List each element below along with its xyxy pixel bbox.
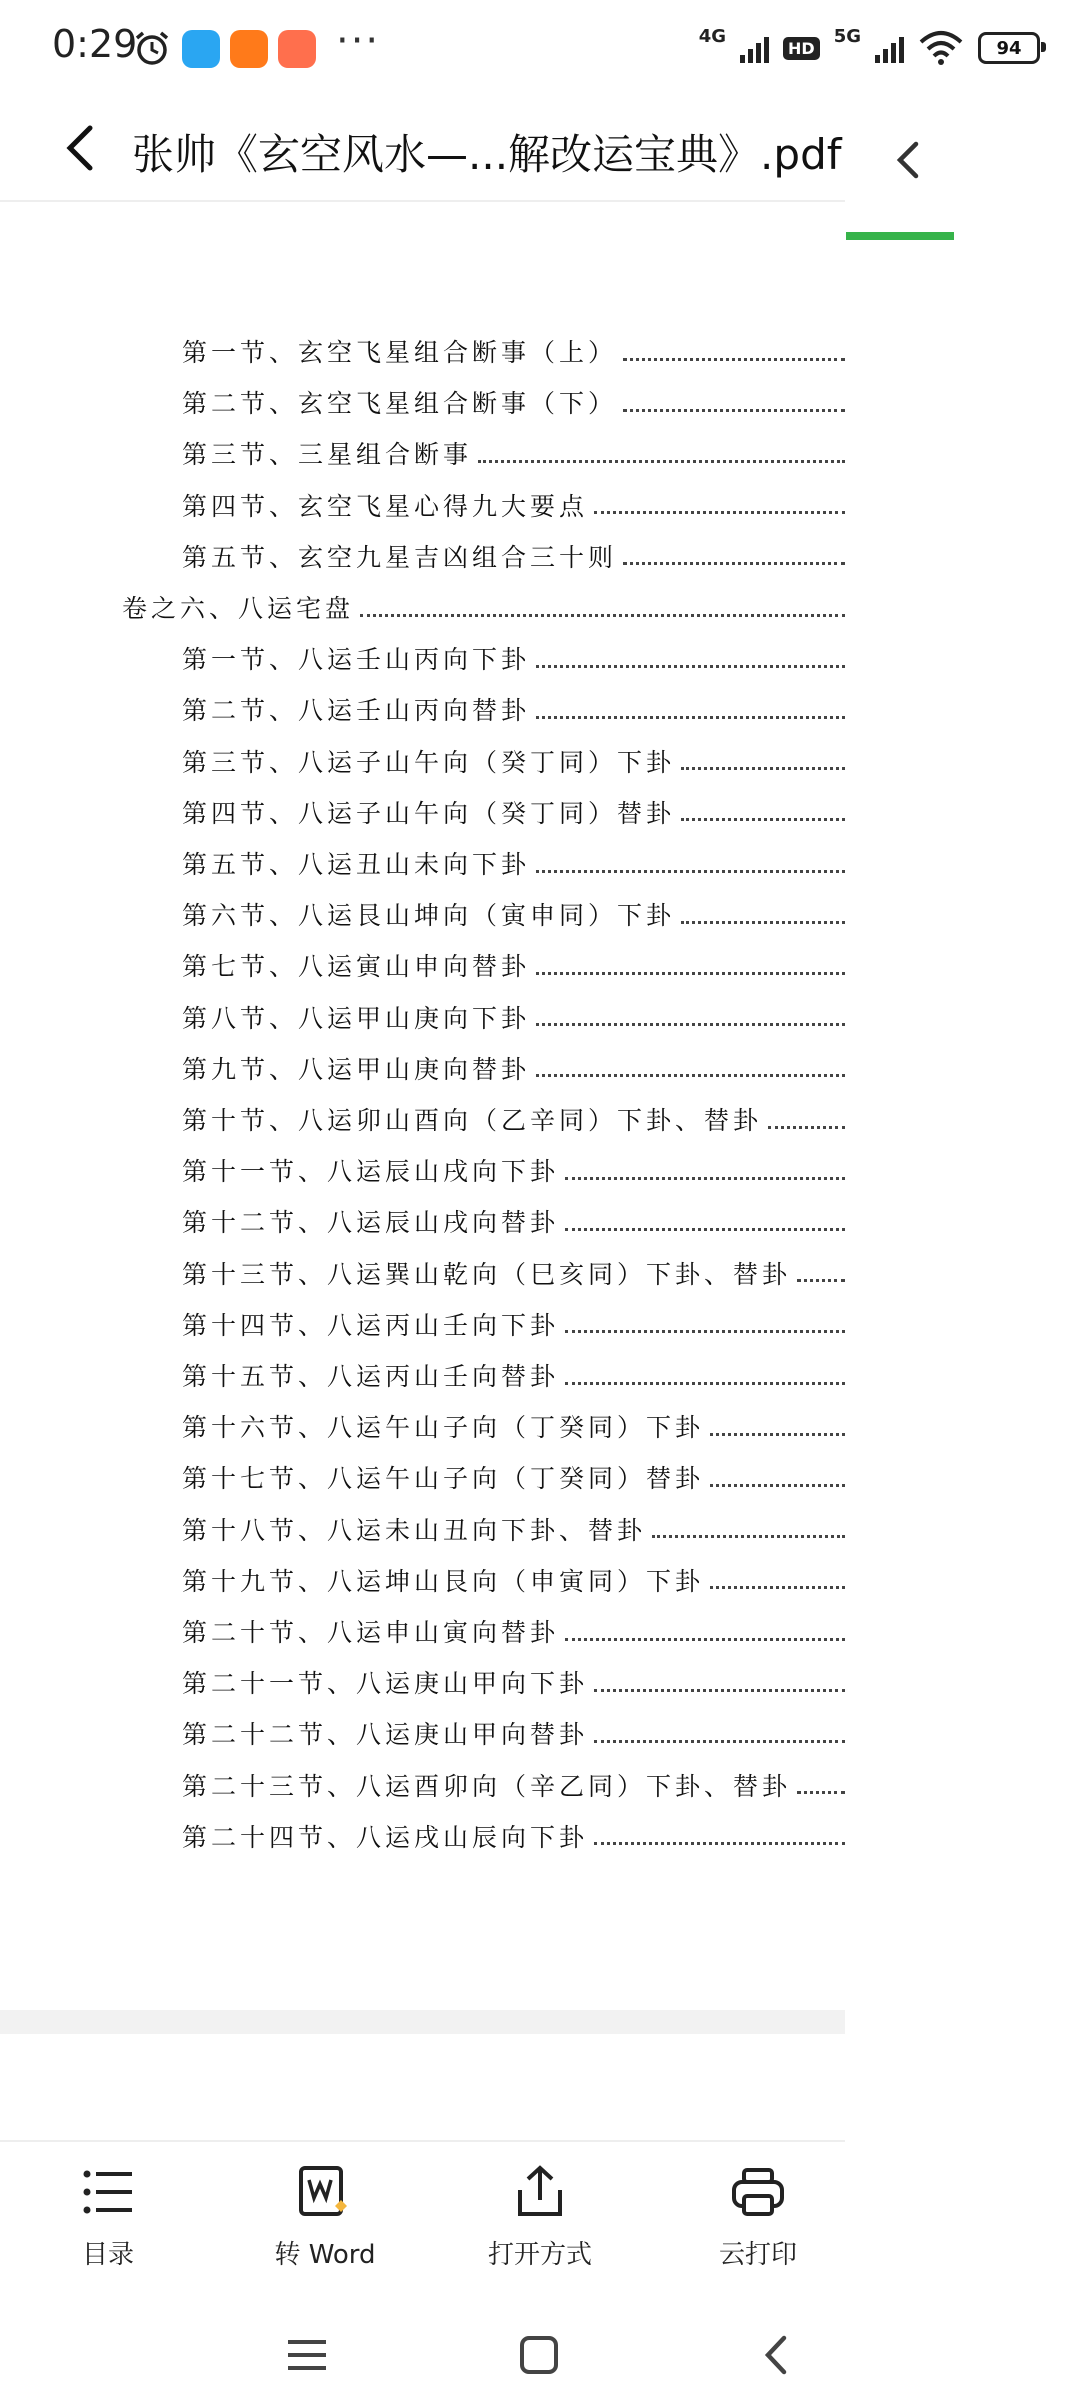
toc-dot-leader bbox=[536, 870, 845, 873]
more-notifications-icon: ··· bbox=[336, 18, 381, 64]
toc-entry-label: 第十九节、八运坤山艮向（申寅同）下卦 bbox=[182, 1566, 705, 1596]
toc-entry[interactable] bbox=[182, 1195, 845, 1247]
toc-entry-label: 第六节、八运艮山坤向（寅申同）下卦 bbox=[182, 901, 676, 931]
signal-icon-2 bbox=[875, 33, 904, 63]
toc-entry[interactable] bbox=[182, 1554, 845, 1606]
toc-entry-label: 第九节、八运甲山庚向替卦 bbox=[182, 1054, 531, 1084]
toc-entry-label: 第十六节、八运午山子向（丁癸同）下卦 bbox=[182, 1413, 705, 1443]
toc-entry-label: 第二十节、八运申山寅向替卦 bbox=[182, 1618, 560, 1647]
toc-dot-leader bbox=[710, 1433, 845, 1436]
toc-entry[interactable] bbox=[182, 1759, 845, 1811]
toc-entry[interactable] bbox=[182, 1144, 845, 1196]
toc-dot-leader bbox=[536, 1074, 845, 1077]
mi-store-icon bbox=[230, 30, 268, 68]
shopping-bag-icon bbox=[278, 30, 316, 68]
toc-entry[interactable] bbox=[182, 683, 845, 735]
toc-dot-leader bbox=[565, 1177, 845, 1180]
app-notification-icon bbox=[182, 30, 220, 68]
toc-entry-label: 第十七节、八运午山子向（丁癸同）替卦 bbox=[182, 1464, 705, 1494]
toc-dot-leader bbox=[594, 1689, 845, 1692]
toc-dot-leader bbox=[797, 1791, 845, 1794]
toc-entry[interactable] bbox=[182, 325, 845, 377]
word-doc-icon bbox=[295, 2162, 355, 2222]
toc-dot-leader bbox=[536, 972, 845, 975]
toc-dot-leader bbox=[768, 1126, 845, 1129]
status-time: 0:29 bbox=[52, 22, 138, 66]
network-type-5g: 5G bbox=[833, 25, 861, 47]
status-bar bbox=[0, 0, 1080, 100]
toc-entry-label: 第八节、八运甲山庚向下卦 bbox=[182, 1003, 531, 1033]
toc-entry[interactable] bbox=[182, 376, 845, 428]
toc-entry-label: 第四节、玄空飞星心得九大要点 bbox=[182, 491, 589, 521]
toc-dot-leader bbox=[565, 1228, 845, 1231]
toc-dot-leader bbox=[536, 1023, 845, 1026]
convert-word-label: 转 Word bbox=[274, 2240, 376, 2270]
toc-dot-leader bbox=[652, 1535, 845, 1538]
toc-entry[interactable] bbox=[182, 888, 845, 940]
toc-dot-leader bbox=[710, 1484, 845, 1487]
toc-entry[interactable] bbox=[182, 1656, 845, 1708]
toc-dot-leader bbox=[478, 460, 845, 463]
toc-entry-label: 第二十一节、八运庚山甲向下卦 bbox=[182, 1669, 589, 1699]
toc-entry-label: 第五节、玄空九星吉凶组合三十则 bbox=[182, 542, 618, 572]
toc-entry-label: 第三节、三星组合断事 bbox=[182, 440, 473, 470]
toc-dot-leader bbox=[594, 511, 845, 514]
title-bar bbox=[0, 100, 845, 202]
toc-dot-leader bbox=[594, 1740, 845, 1743]
toc-entry[interactable] bbox=[182, 1093, 845, 1145]
toc-entry-label: 第十三节、八运巽山乾向（巳亥同）下卦、替卦 bbox=[182, 1259, 792, 1289]
toc-dot-leader bbox=[623, 358, 845, 361]
toc-entry-label: 第一节、八运壬山丙向下卦 bbox=[182, 645, 531, 675]
toc-entry[interactable] bbox=[182, 1400, 845, 1452]
toc-entry[interactable] bbox=[182, 939, 845, 991]
toc-entry[interactable] bbox=[122, 581, 845, 633]
toc-entry[interactable] bbox=[182, 786, 845, 838]
toc-entry-label: 第二节、玄空飞星组合断事（下） bbox=[182, 389, 618, 419]
open-with-button[interactable] bbox=[470, 2162, 610, 2271]
toc-entry-label: 第三节、八运子山午向（癸丁同）下卦 bbox=[182, 747, 676, 777]
back-arrow-icon[interactable] bbox=[52, 118, 112, 178]
document-title: 张帅《玄空风水—...解改运宝典》.pdf bbox=[132, 130, 842, 179]
toc-entry[interactable] bbox=[182, 1298, 845, 1350]
toc-entry[interactable] bbox=[182, 1247, 845, 1299]
toc-entry-label: 第十节、八运卯山酉向（乙辛同）下卦、替卦 bbox=[182, 1106, 763, 1135]
convert-word-button[interactable] bbox=[255, 2162, 395, 2271]
toc-entry-label: 第二十二节、八运庚山甲向替卦 bbox=[182, 1720, 589, 1750]
toc-entry[interactable] bbox=[182, 1810, 845, 1862]
toc-entry-label: 第十二节、八运辰山戌向替卦 bbox=[182, 1208, 560, 1238]
toc-entry[interactable] bbox=[182, 427, 845, 479]
toc-entry[interactable] bbox=[182, 1042, 845, 1094]
cloud-print-button[interactable] bbox=[688, 2162, 828, 2271]
toc-dot-leader bbox=[565, 1382, 845, 1385]
toc-entry-label: 第十四节、八运丙山壬向下卦 bbox=[182, 1310, 560, 1340]
toc-dot-leader bbox=[681, 767, 845, 770]
back-nav-icon[interactable] bbox=[752, 2330, 802, 2380]
toc-entry-label: 第一节、玄空飞星组合断事（上） bbox=[182, 338, 618, 367]
toc-entry[interactable] bbox=[182, 530, 845, 582]
toc-label: 目录 bbox=[81, 2240, 134, 2270]
toc-entry-label: 卷之六、八运宅盘 bbox=[122, 594, 355, 623]
menu-nav-icon[interactable] bbox=[282, 2330, 332, 2380]
open-with-label: 打开方式 bbox=[487, 2240, 592, 2270]
toc-entry[interactable] bbox=[182, 1707, 845, 1759]
toc-entry-label: 第二节、八运壬山丙向替卦 bbox=[182, 696, 531, 726]
hd-icon: HD bbox=[783, 37, 820, 60]
toc-entry[interactable] bbox=[182, 632, 845, 684]
toc-entry-label: 第十五节、八运丙山壬向替卦 bbox=[182, 1362, 560, 1391]
toc-entry[interactable] bbox=[182, 1605, 845, 1657]
toc-dot-leader bbox=[681, 921, 845, 924]
toc-entry[interactable] bbox=[182, 735, 845, 787]
network-type-4g: 4G bbox=[698, 25, 727, 47]
toc-entry-label: 第四节、八运子山午向（癸丁同）替卦 bbox=[182, 798, 676, 828]
toc-entry-label: 第七节、八运寅山申向替卦 bbox=[182, 952, 531, 982]
toc-dot-leader bbox=[623, 409, 845, 412]
toc-button[interactable] bbox=[38, 2162, 178, 2271]
toc-entry[interactable] bbox=[182, 479, 845, 531]
toc-dot-leader bbox=[360, 614, 845, 617]
home-nav-icon[interactable] bbox=[514, 2330, 564, 2380]
cloud-print-label: 云打印 bbox=[718, 2240, 797, 2270]
toc-entry-label: 第十八节、八运未山丑向下卦、替卦 bbox=[182, 1515, 647, 1545]
toc-dot-leader bbox=[710, 1586, 845, 1589]
toc-entry[interactable] bbox=[182, 1349, 845, 1401]
toc-entry-label: 第二十四节、八运戌山辰向下卦 bbox=[182, 1822, 589, 1852]
toc-entry-label: 第十一节、八运辰山戌向下卦 bbox=[182, 1157, 560, 1187]
toc-dot-leader bbox=[536, 716, 845, 719]
system-navigation-bar bbox=[0, 2300, 1080, 2400]
toc-dot-leader bbox=[797, 1279, 845, 1282]
alarm-icon bbox=[132, 28, 172, 68]
toc-dot-leader bbox=[623, 562, 845, 565]
collapse-panel-chevron-icon[interactable] bbox=[880, 130, 940, 190]
toc-dot-leader bbox=[536, 665, 845, 668]
side-tab-indicator bbox=[846, 232, 954, 240]
signal-icon bbox=[740, 33, 769, 63]
page-separator bbox=[0, 2010, 845, 2034]
wifi-icon bbox=[918, 30, 964, 66]
toc-entry[interactable] bbox=[182, 1451, 845, 1503]
list-icon bbox=[78, 2162, 138, 2222]
printer-icon bbox=[728, 2162, 788, 2222]
toc-dot-leader bbox=[565, 1330, 845, 1333]
toc-entry-label: 第二十三节、八运酉卯向（辛乙同）下卦、替卦 bbox=[182, 1771, 792, 1801]
toc-dot-leader bbox=[681, 818, 845, 821]
toc-entry[interactable] bbox=[182, 1503, 845, 1555]
toc-entry[interactable] bbox=[182, 837, 845, 889]
bottom-toolbar bbox=[0, 2140, 845, 2292]
battery-indicator: 94 bbox=[978, 32, 1040, 64]
pdf-page[interactable] bbox=[0, 210, 845, 2040]
toc-entry[interactable] bbox=[182, 991, 845, 1043]
share-icon bbox=[510, 2162, 570, 2222]
toc-dot-leader bbox=[594, 1842, 845, 1845]
toc-dot-leader bbox=[565, 1638, 845, 1641]
toc-entry-label: 第五节、八运丑山未向下卦 bbox=[182, 850, 531, 879]
